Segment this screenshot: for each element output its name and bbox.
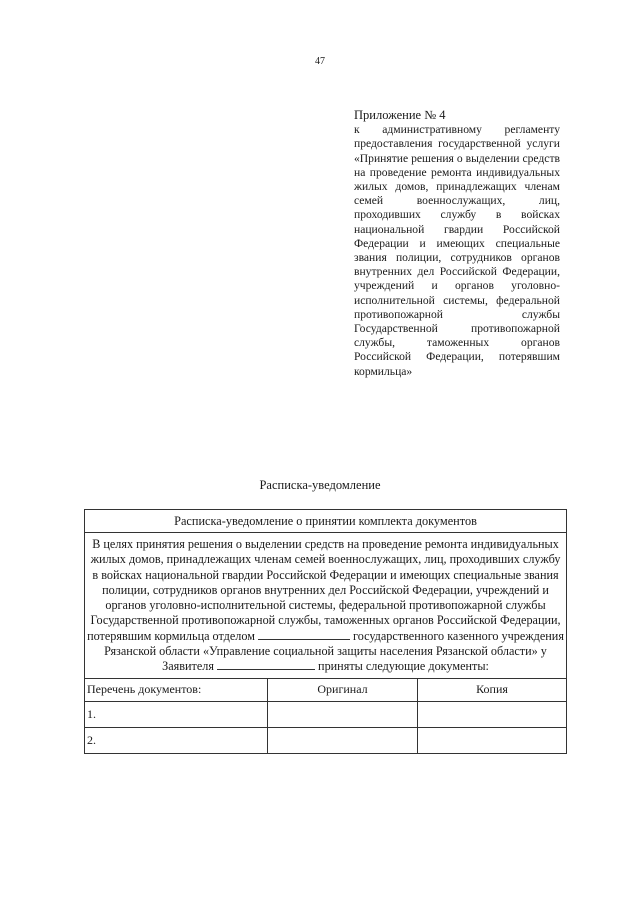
original-cell: [268, 701, 418, 727]
form-body-part3: приняты следующие документы:: [318, 659, 489, 674]
original-cell: [268, 727, 418, 753]
column-header-copy: Копия: [418, 678, 567, 701]
column-header-documents: Перечень документов:: [85, 678, 268, 701]
department-blank: [258, 629, 350, 640]
row-number: 2.: [85, 727, 268, 753]
copy-cell: [418, 727, 567, 753]
appendix-title: Приложение № 4: [354, 108, 446, 122]
table-row: [85, 727, 567, 753]
applicant-blank: [217, 659, 315, 670]
table-header-row: [85, 678, 567, 701]
form-title: Расписка-уведомление о принятии комплекта документов: [85, 510, 567, 533]
table-row: [85, 701, 567, 727]
copy-cell: [418, 701, 567, 727]
column-header-original: Оригинал: [268, 678, 418, 701]
receipt-heading: Расписка-уведомление: [259, 478, 381, 492]
appendix-header: [354, 108, 560, 379]
form-body-part1: В целях принятия решения о выделении средств на проведение ремонта индивидуальных жилых домов, принадлежащих членам семей военнослужащих, лиц, проходивших службу в войсках национальной гвардии Российской Федерации и имеющих специальные звания полиции, сотрудников органов внутренних дел Российской Федерации, учреждений и органов уголовно-исполнительной системы, федеральной противопожарной службы Государственной противопожарной службы, таможенных органов Российской Федерации, потерявшим кормильца отделом: [87, 537, 561, 643]
appendix-text: к административному регламенту предоставления государственной услуги «Принятие решения о выделении средств на проведение ремонта индивидуальных жилых домов, принадлежащих членам семей военнослужащих, лиц, проходивших службу в войсках национальной гвардии Российской Федерации и имеющих специальные звания полиции, сотрудников органов внутренних дел Российской Федерации, учреждений и органов уголовно-исполнительной системы, федеральной противопожарной службы Государственной противопожарной службы, таможенных органов Российской Федерации, потерявшим кормильца»: [354, 123, 560, 378]
row-number: 1.: [85, 701, 268, 727]
form-body: [85, 533, 567, 679]
page-number: 47: [315, 56, 325, 67]
receipt-form-table: [84, 509, 567, 754]
form-body-part2: государственного казенного учреждения Рязанской области «Управление социальной защиты населения Рязанской области» у Заявителя: [104, 628, 564, 674]
